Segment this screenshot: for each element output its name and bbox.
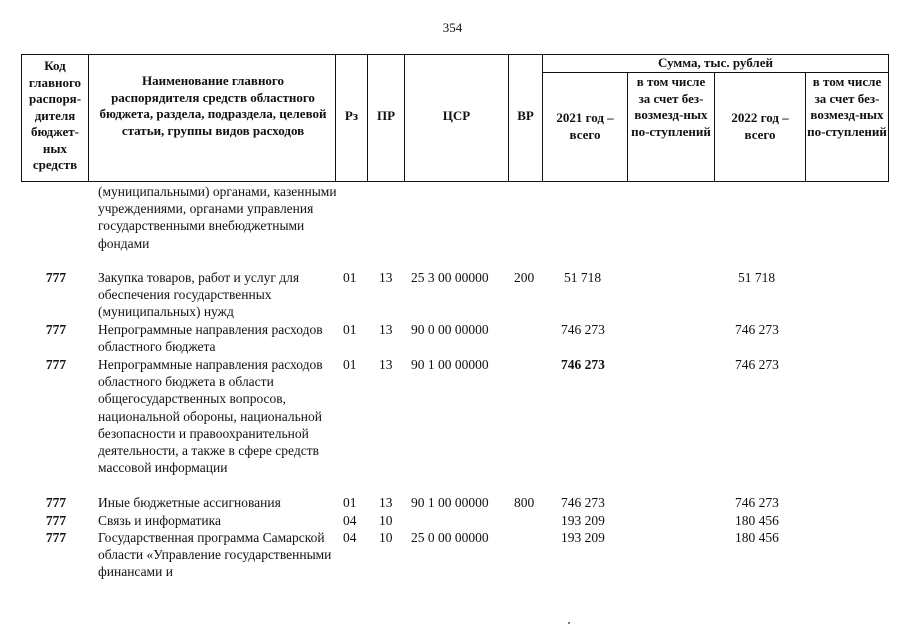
row-1-pr: 13	[379, 270, 393, 285]
row-2-pr: 13	[379, 322, 393, 337]
header-2022-incl: в том числе за счет без-возмезд-ных по-ступлений	[807, 74, 887, 139]
row-4-csr: 90 1 00 00000	[411, 495, 489, 510]
row-3-code: 777	[45, 357, 67, 372]
header-2021-total: 2021 год – всего	[556, 110, 614, 142]
row-2-name: Непрограммные направления расходов областного бюджета	[98, 322, 323, 355]
row-3-rz: 01	[343, 357, 357, 372]
row-4-2022: 746 273	[735, 495, 779, 510]
header-rz: Рз	[344, 108, 359, 123]
row-5-pr: 10	[379, 513, 393, 528]
header-vr: ВР	[517, 108, 534, 123]
row-4-code: 777	[45, 495, 67, 510]
row-4-pr: 13	[379, 495, 393, 510]
row-3-pr: 13	[379, 357, 393, 372]
row-5-rz: 04	[343, 513, 357, 528]
row-2-2022: 746 273	[735, 322, 779, 337]
row-1-name: Закупка товаров, работ и услуг для обеспечения государственных (муниципальных) нужд	[98, 270, 300, 320]
row-3-2021: 746 273	[561, 357, 605, 372]
row-6-pr: 10	[379, 530, 393, 545]
row-1-vr: 200	[514, 270, 535, 285]
row-2-csr: 90 0 00 00000	[411, 322, 489, 337]
table-header	[21, 54, 889, 182]
row-6-csr: 25 0 00 00000	[411, 530, 489, 545]
row-5-2022: 180 456	[735, 513, 779, 528]
header-pr: ПР	[376, 108, 396, 123]
header-2021-incl: в том числе за счет без-возмезд-ных по-ступлений	[631, 74, 711, 139]
row-6-code: 777	[45, 530, 67, 545]
scan-speck	[568, 622, 570, 624]
row-2-code: 777	[45, 322, 67, 337]
row-0-name: (муниципальными) органами, казенными учреждениями, органами управления государственными внебюджетными фондами	[98, 184, 337, 251]
row-5-code: 777	[45, 513, 67, 528]
row-2-2021: 746 273	[561, 322, 605, 337]
row-6-rz: 04	[343, 530, 357, 545]
row-1-csr: 25 3 00 00000	[411, 270, 489, 285]
header-name: Наименование главного распорядителя средств областного бюджета, раздела, подраздела, целевой статьи, группы видов расходов	[99, 73, 327, 138]
row-5-2021: 193 209	[561, 513, 605, 528]
row-1-code: 777	[45, 270, 67, 285]
header-2022-total: 2022 год – всего	[731, 110, 789, 142]
row-4-name: Иные бюджетные ассигнования	[98, 495, 281, 510]
row-6-2021: 193 209	[561, 530, 605, 545]
row-3-2022: 746 273	[735, 357, 779, 372]
row-4-rz: 01	[343, 495, 357, 510]
row-2-rz: 01	[343, 322, 357, 337]
row-3-csr: 90 1 00 00000	[411, 357, 489, 372]
row-4-vr: 800	[514, 495, 535, 510]
row-1-2021: 51 718	[564, 270, 602, 285]
header-code: Код главного распоря-дителя бюджет-ных средств	[28, 58, 82, 172]
row-5-name: Связь и информатика	[98, 513, 221, 528]
row-1-rz: 01	[343, 270, 357, 285]
row-6-name: Государственная программа Самарской области «Управление государственными финансами и	[98, 530, 332, 580]
row-1-2022: 51 718	[738, 270, 776, 285]
row-4-2021: 746 273	[561, 495, 605, 510]
page-number: 354	[442, 20, 463, 35]
row-3-name: Непрограммные направления расходов областного бюджета в области общегосударственных вопросов, национальной обороны, национальной безопасности и правоохранительной деятельности, а также в сфере средств массовой информации	[98, 357, 323, 476]
header-sum: Сумма, тыс. рублей	[658, 55, 773, 70]
header-csr: ЦСР	[442, 108, 471, 123]
row-6-2022: 180 456	[735, 530, 779, 545]
